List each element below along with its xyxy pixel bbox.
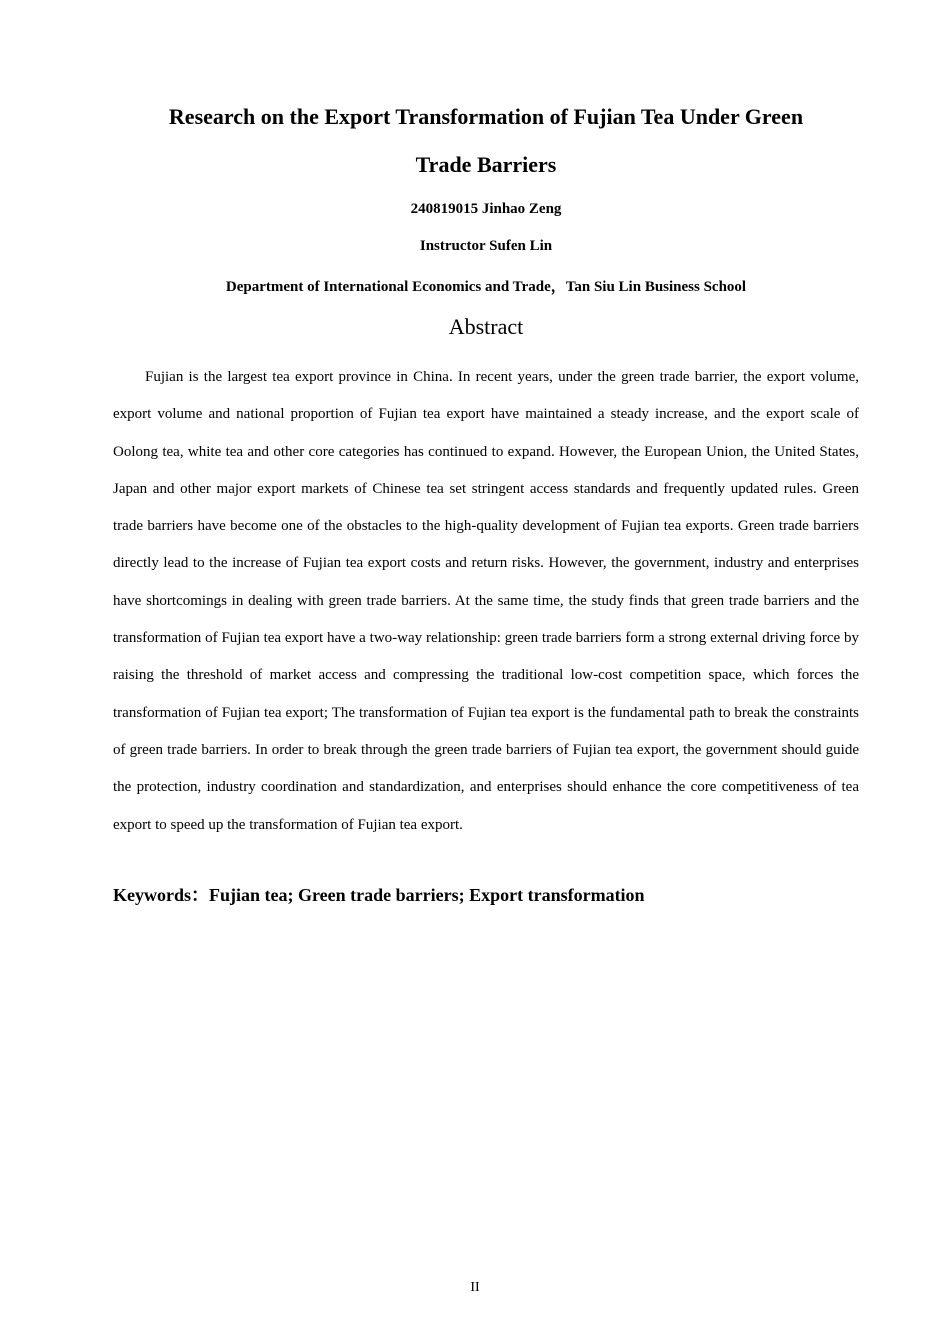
student-info: 240819015 Jinhao Zeng (410, 201, 562, 217)
paper-title (100, 93, 872, 189)
abstract-body: Fujian is the largest tea export province in China. In recent years, under the green trade barrier, the export volume, export volume and national proportion of Fujian tea export have maintained a steady increase, and the export scale of Oolong tea, white tea and other core categories has continued to expand. However, the European Union, the United States, Japan and other major export markets of Chinese tea set stringent access standards and frequently updated rules. Green trade barriers have become one of the obstacles to the high-quality development of Fujian tea exports. Green trade barriers directly lead to the increase of Fujian tea export costs and return risks. However, the government, industry and enterprises have shortcomings in dealing with green trade barriers. At the same time, the study finds that green trade barriers and the transformation of Fujian tea export have a two-way relationship: green trade barriers form a strong external driving force by raising the threshold of market access and compressing the traditional low-cost competition space, which forces the transformation of Fujian tea export; The transformation of Fujian tea export is the fundamental path to break the constraints of green trade barriers. In order to break through the green trade barriers of Fujian tea export, the government should guide the protection, industry coordination and standardization, and enterprises should enhance the core competitiveness of tea export to speed up the transformation of Fujian tea export. (113, 369, 859, 833)
paper-title-line-1: Research on the Export Transformation of Fujian Tea Under Green (168, 104, 804, 129)
department-info: Department of International Economics and Trade，Tan Siu Lin Business School (225, 279, 747, 295)
page-number: II (470, 1280, 480, 1295)
abstract-heading: Abstract (448, 314, 524, 339)
instructor-info: Instructor Sufen Lin (419, 238, 553, 254)
paper-title-line-2: Trade Barriers (415, 152, 557, 177)
keywords-line: Keywords：Fujian tea; Green trade barriers; Export transformation (113, 885, 645, 905)
